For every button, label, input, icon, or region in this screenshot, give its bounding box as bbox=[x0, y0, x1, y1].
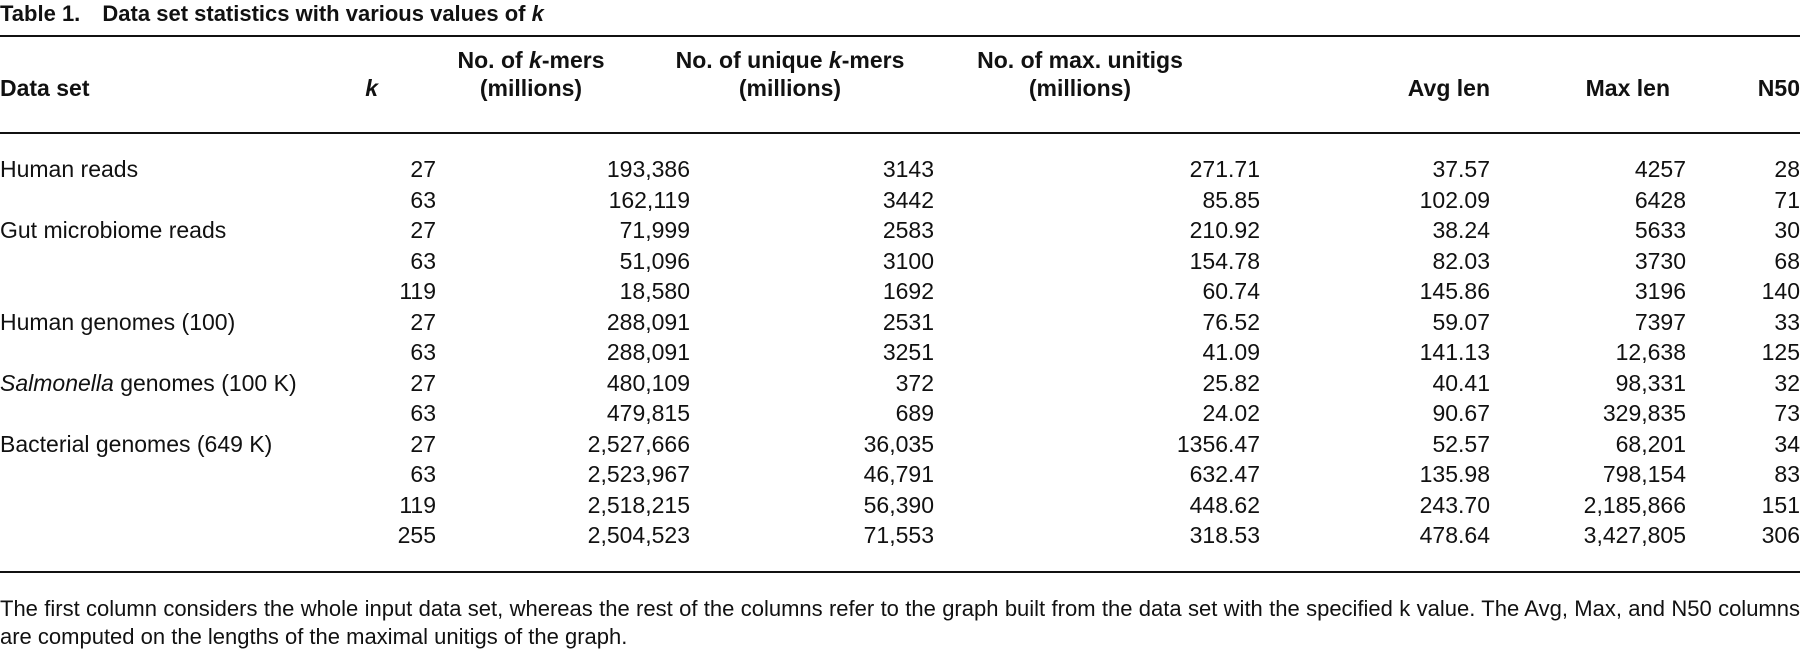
header-k bbox=[365, 74, 378, 102]
cell-k: 27 bbox=[410, 430, 436, 457]
cell-max-unitigs: 60.74 bbox=[1202, 278, 1260, 304]
cell-max-unitigs: 41.09 bbox=[1202, 339, 1260, 365]
table-title: Data set statistics with various values of bbox=[102, 1, 526, 26]
cell-avg-len: 40.41 bbox=[1432, 369, 1490, 396]
cell-k: 63 bbox=[410, 339, 436, 365]
header-unique-line2: (millions) bbox=[738, 75, 842, 101]
header-unique-k: k bbox=[828, 47, 842, 73]
cell-n50: 125 bbox=[1761, 339, 1800, 365]
header-kmers-pre: No. of bbox=[457, 47, 530, 73]
cell-max-unitigs: 210.92 bbox=[1189, 217, 1260, 243]
cell-n50: 33 bbox=[1774, 308, 1800, 335]
cell-avg-len: 82.03 bbox=[1432, 247, 1490, 274]
cell-k: 63 bbox=[410, 461, 436, 487]
cell-max-len: 7397 bbox=[1634, 308, 1686, 335]
cell-dataset-italic: Salmonella bbox=[0, 369, 114, 396]
cell-kmers: 71,999 bbox=[619, 217, 690, 243]
cell-kmers: 479,815 bbox=[606, 400, 690, 426]
table-row bbox=[0, 307, 1800, 338]
header-unique-line1 bbox=[640, 46, 940, 74]
table-row bbox=[0, 154, 1800, 185]
cell-n50: 140 bbox=[1761, 278, 1800, 304]
cell-k: 63 bbox=[410, 247, 436, 274]
table-row bbox=[0, 459, 1800, 490]
cell-n50: 71 bbox=[1774, 186, 1800, 213]
cell-max-len: 3730 bbox=[1634, 247, 1686, 274]
cell-n50: 30 bbox=[1774, 217, 1800, 243]
cell-n50: 34 bbox=[1774, 430, 1800, 457]
cell-k: 63 bbox=[410, 400, 436, 426]
cell-max-len: 68,201 bbox=[1615, 430, 1686, 457]
table-row bbox=[0, 490, 1800, 521]
cell-dataset: Gut microbiome reads bbox=[0, 217, 227, 243]
cell-k: 27 bbox=[410, 217, 436, 243]
header-dataset: Data set bbox=[0, 75, 90, 101]
cell-avg-len: 141.13 bbox=[1419, 339, 1490, 365]
header-rule bbox=[0, 132, 1800, 134]
cell-kmers: 18,580 bbox=[619, 278, 690, 304]
cell-unique-kmers: 1692 bbox=[882, 278, 934, 304]
cell-dataset: Bacterial genomes (649 K) bbox=[0, 430, 273, 457]
header-kmers-post: -mers bbox=[541, 47, 605, 73]
cell-n50: 68 bbox=[1774, 247, 1800, 274]
cell-unique-kmers: 71,553 bbox=[863, 522, 934, 548]
cell-max-unitigs: 318.53 bbox=[1189, 522, 1260, 548]
header-unique-pre: No. of unique bbox=[675, 47, 829, 73]
cell-kmers: 2,518,215 bbox=[587, 491, 690, 518]
cell-avg-len: 38.24 bbox=[1432, 217, 1490, 243]
header-unique-post: -mers bbox=[841, 47, 905, 73]
header-kmers bbox=[436, 46, 626, 102]
cell-max-len: 98,331 bbox=[1615, 369, 1686, 396]
cell-n50: 28 bbox=[1774, 156, 1800, 182]
cell-max-len: 329,835 bbox=[1602, 400, 1686, 426]
table-row bbox=[0, 276, 1800, 307]
cell-unique-kmers: 689 bbox=[895, 400, 934, 426]
table-row bbox=[0, 520, 1800, 551]
table-row bbox=[0, 368, 1800, 399]
header-k-text: k bbox=[365, 75, 378, 101]
cell-max-len: 2,185,866 bbox=[1583, 491, 1686, 518]
cell-unique-kmers: 3251 bbox=[882, 339, 934, 365]
cell-unique-kmers: 3442 bbox=[882, 186, 934, 213]
cell-avg-len: 478.64 bbox=[1419, 522, 1490, 548]
cell-kmers: 2,523,967 bbox=[587, 461, 690, 487]
cell-n50: 32 bbox=[1774, 369, 1800, 396]
header-unitigs bbox=[940, 46, 1220, 102]
cell-avg-len: 52.57 bbox=[1432, 430, 1490, 457]
cell-dataset: Human genomes (100) bbox=[0, 308, 236, 335]
cell-k: 63 bbox=[410, 186, 436, 213]
cell-unique-kmers: 372 bbox=[895, 369, 934, 396]
table-row bbox=[0, 429, 1800, 460]
cell-k: 119 bbox=[399, 491, 436, 518]
cell-avg-len: 145.86 bbox=[1419, 278, 1490, 304]
cell-unique-kmers: 3143 bbox=[882, 156, 934, 182]
cell-max-unitigs: 25.82 bbox=[1202, 369, 1260, 396]
cell-max-unitigs: 1356.47 bbox=[1176, 430, 1260, 457]
cell-unique-kmers: 46,791 bbox=[863, 461, 934, 487]
header-avg-len: Avg len bbox=[1407, 75, 1490, 101]
header-unitigs-line1: No. of max. unitigs bbox=[977, 47, 1183, 73]
cell-max-unitigs: 76.52 bbox=[1202, 308, 1260, 335]
header-max-len: Max len bbox=[1585, 75, 1670, 101]
cell-avg-len: 90.67 bbox=[1432, 400, 1490, 426]
cell-max-len: 4257 bbox=[1634, 156, 1686, 182]
cell-n50: 306 bbox=[1761, 522, 1800, 548]
cell-kmers: 2,527,666 bbox=[587, 430, 690, 457]
cell-dataset bbox=[0, 368, 297, 399]
table-row bbox=[0, 246, 1800, 277]
table-row bbox=[0, 185, 1800, 216]
cell-k: 27 bbox=[410, 156, 436, 182]
cell-n50: 83 bbox=[1774, 461, 1800, 487]
header-unique bbox=[640, 46, 940, 102]
cell-unique-kmers: 3100 bbox=[882, 247, 934, 274]
cell-kmers: 162,119 bbox=[608, 186, 690, 213]
cell-n50: 151 bbox=[1761, 491, 1800, 518]
cell-max-len: 6428 bbox=[1634, 186, 1686, 213]
cell-max-len: 3196 bbox=[1634, 278, 1686, 304]
cell-k: 255 bbox=[397, 522, 436, 548]
header-kmers-line1 bbox=[436, 46, 626, 74]
cell-max-unitigs: 632.47 bbox=[1189, 461, 1260, 487]
cell-dataset-text: genomes (100 K) bbox=[120, 369, 297, 396]
cell-k: 119 bbox=[399, 278, 436, 304]
cell-avg-len: 37.57 bbox=[1432, 156, 1490, 182]
table-title-k: k bbox=[531, 1, 544, 26]
cell-kmers: 480,109 bbox=[606, 369, 690, 396]
table-row bbox=[0, 398, 1800, 429]
cell-kmers: 288,091 bbox=[606, 339, 690, 365]
cell-unique-kmers: 2531 bbox=[882, 308, 934, 335]
cell-k: 27 bbox=[410, 369, 436, 396]
cell-n50: 73 bbox=[1774, 400, 1800, 426]
cell-max-len: 12,638 bbox=[1615, 339, 1686, 365]
cell-unique-kmers: 36,035 bbox=[863, 430, 934, 457]
cell-max-len: 5633 bbox=[1634, 217, 1686, 243]
table-row bbox=[0, 337, 1800, 368]
cell-max-unitigs: 154.78 bbox=[1189, 247, 1260, 274]
cell-unique-kmers: 56,390 bbox=[863, 491, 934, 518]
cell-max-unitigs: 85.85 bbox=[1202, 186, 1260, 213]
table-row bbox=[0, 215, 1800, 246]
top-rule bbox=[0, 35, 1800, 37]
cell-avg-len: 135.98 bbox=[1419, 461, 1490, 487]
header-unitigs-line2: (millions) bbox=[1028, 75, 1132, 101]
cell-avg-len: 243.70 bbox=[1419, 491, 1490, 518]
cell-max-unitigs: 448.62 bbox=[1189, 491, 1260, 518]
cell-kmers: 51,096 bbox=[619, 247, 690, 274]
bottom-rule bbox=[0, 571, 1800, 573]
header-kmers-k: k bbox=[529, 47, 542, 73]
cell-dataset: Human reads bbox=[0, 156, 139, 182]
cell-unique-kmers: 2583 bbox=[882, 217, 934, 243]
cell-kmers: 193,386 bbox=[606, 156, 690, 182]
cell-avg-len: 59.07 bbox=[1432, 308, 1490, 335]
header-n50: N50 bbox=[1757, 75, 1800, 101]
cell-max-unitigs: 271.71 bbox=[1189, 156, 1260, 182]
cell-avg-len: 102.09 bbox=[1419, 186, 1490, 213]
table-number: Table 1. bbox=[0, 1, 81, 26]
header-kmers-line2: (millions) bbox=[479, 75, 583, 101]
table-body bbox=[0, 154, 1800, 551]
table-footnote: The first column considers the whole input data set, whereas the rest of the columns refer to the graph built from the data set with the specified k value. The Avg, Max, and N50 columns are computed on the lengths of the maximal unitigs of the graph. bbox=[0, 596, 1800, 649]
cell-max-unitigs: 24.02 bbox=[1202, 400, 1260, 426]
cell-max-len: 3,427,805 bbox=[1583, 522, 1686, 548]
cell-kmers: 2,504,523 bbox=[587, 522, 690, 548]
table-caption bbox=[0, 0, 544, 28]
cell-k: 27 bbox=[410, 308, 436, 335]
cell-max-len: 798,154 bbox=[1602, 461, 1686, 487]
cell-kmers: 288,091 bbox=[606, 308, 690, 335]
